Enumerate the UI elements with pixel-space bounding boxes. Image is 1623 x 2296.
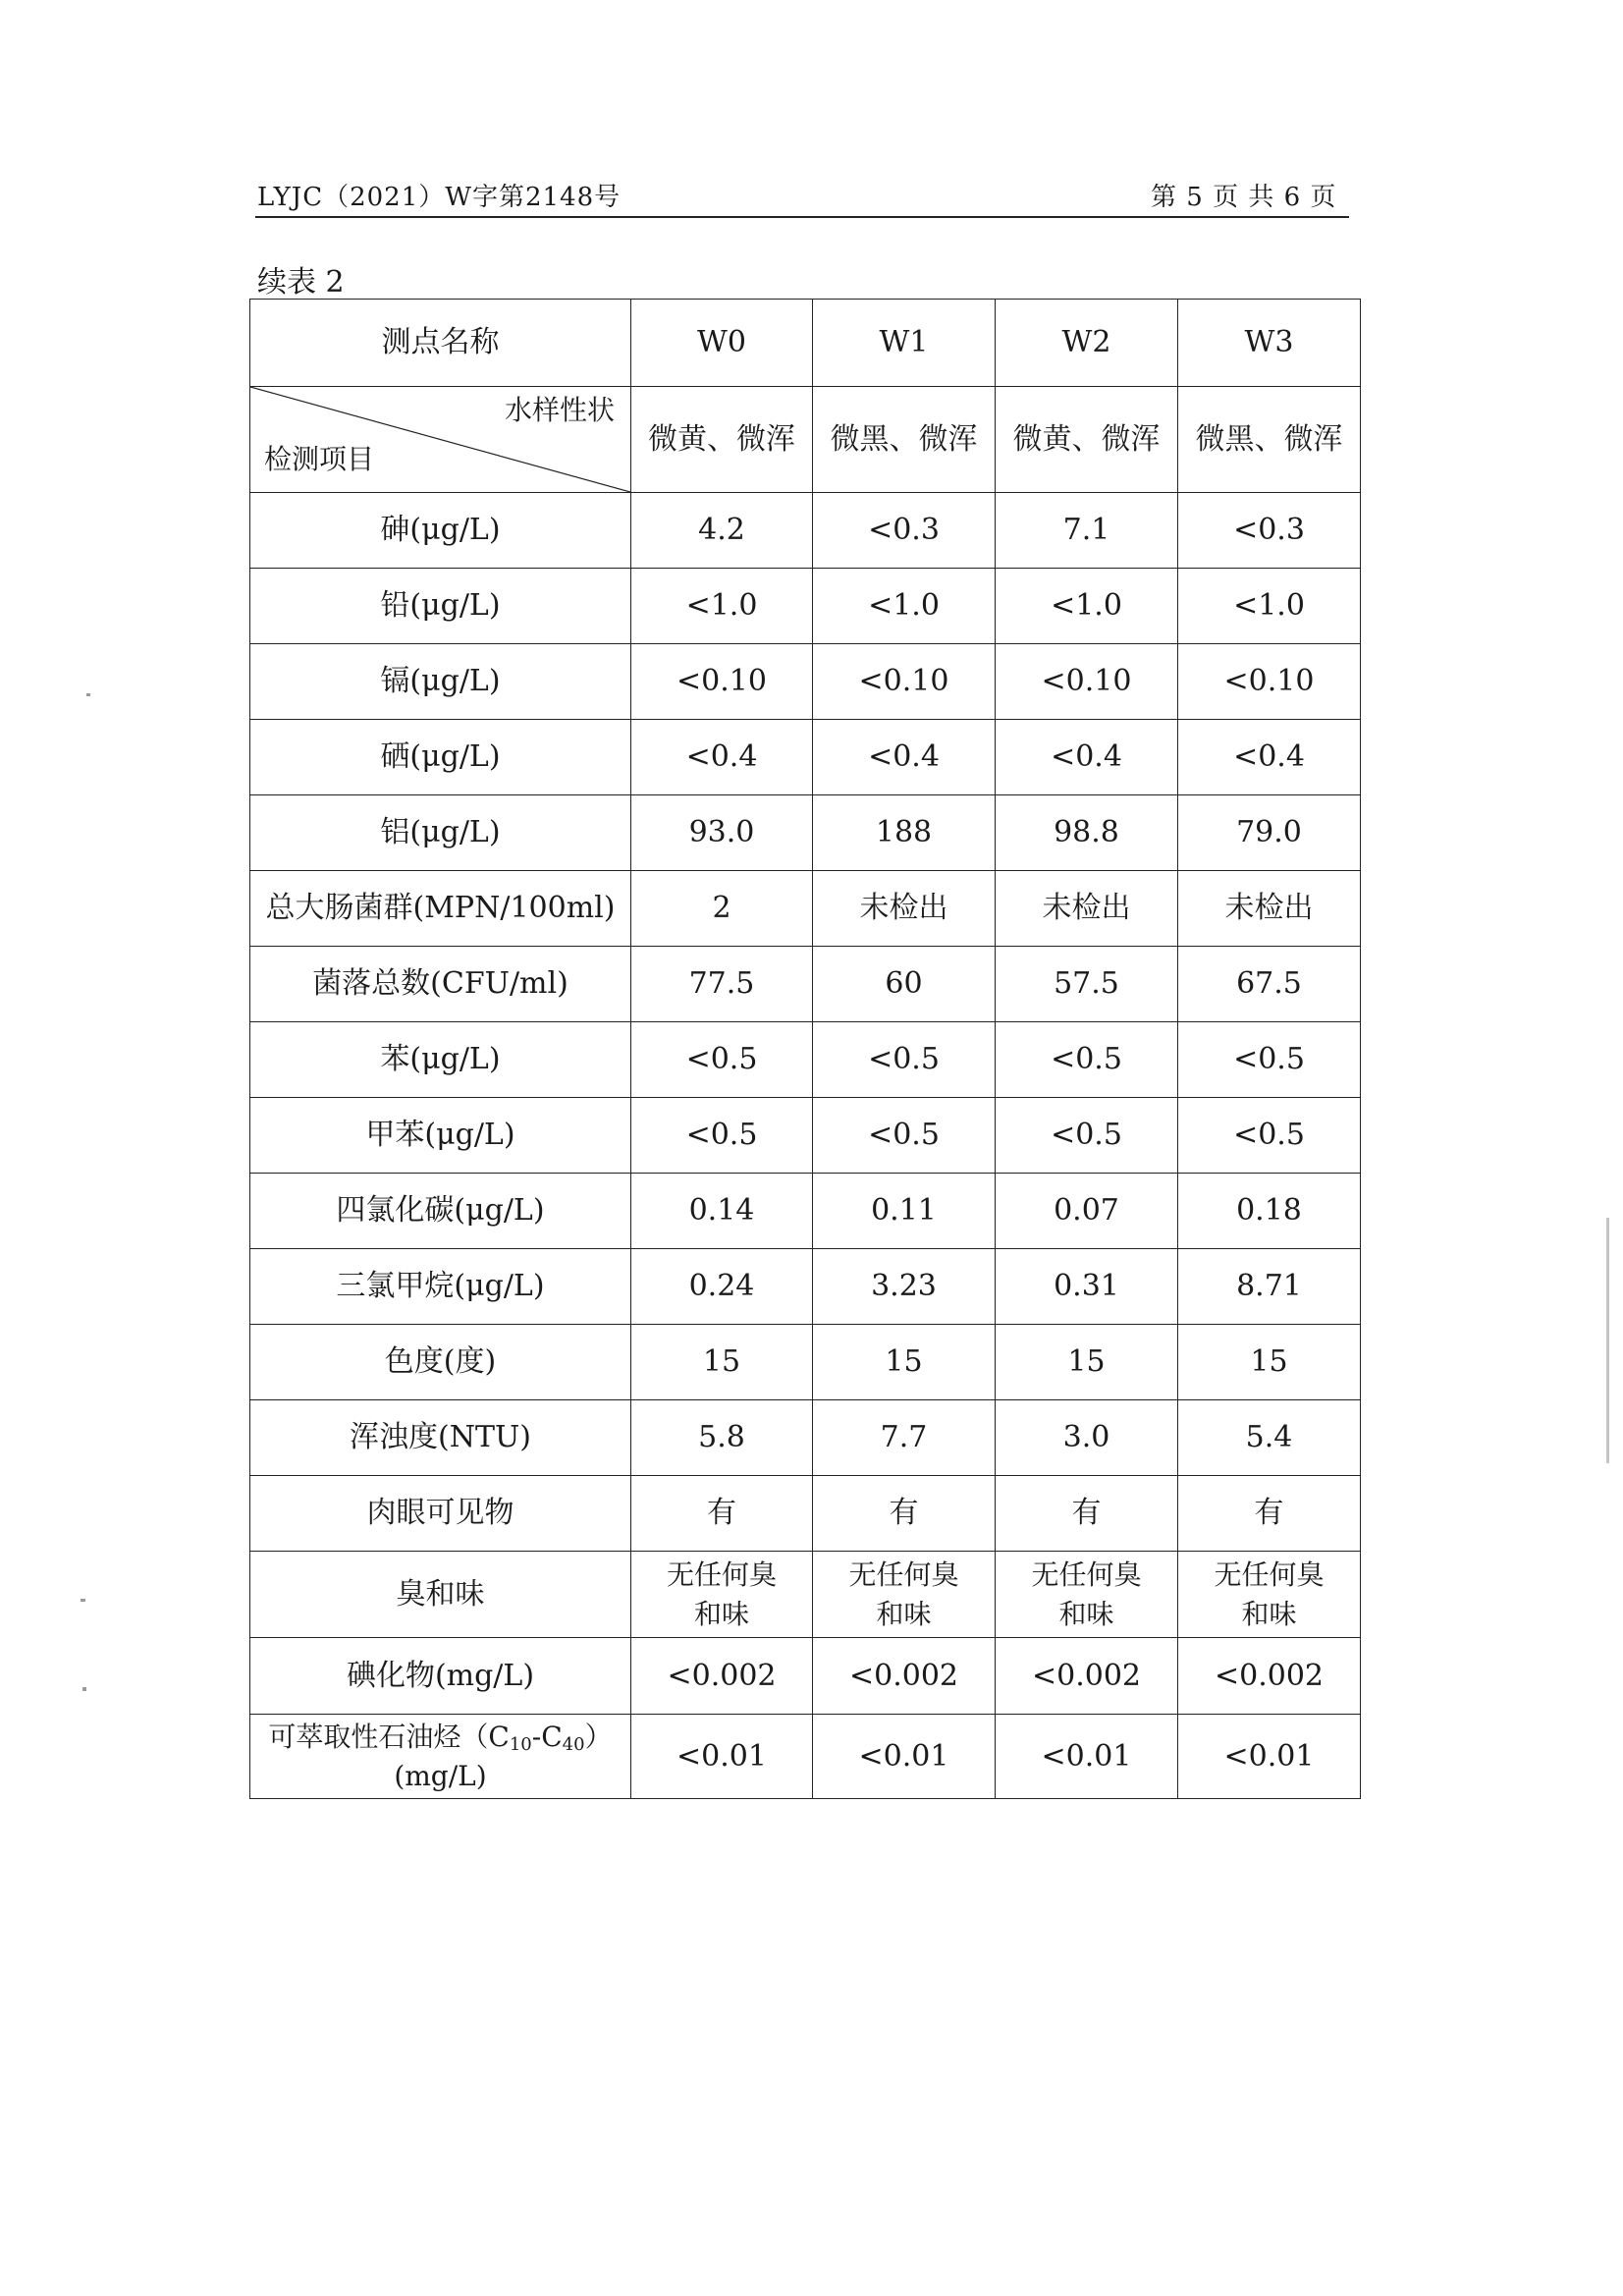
row-value: <0.5	[813, 1022, 996, 1098]
page-info: 第 5 页 共 6 页	[1151, 183, 1337, 212]
row-value: <0.5	[996, 1098, 1178, 1174]
row-value: 5.4	[1178, 1400, 1361, 1476]
station-w0: W0	[631, 300, 813, 387]
sample-state-row	[250, 387, 1361, 493]
iodide-row	[250, 1638, 1361, 1715]
petroleum-item-label: 可萃取性石油烃$(C_{10}-C_{40})$	[268, 1720, 613, 1755]
row-value: <0.5	[813, 1098, 996, 1174]
sample-state-w3: 微黑、微浑	[1178, 387, 1361, 493]
odor-line2: 和味	[876, 1597, 932, 1630]
row-item: 苯(μg/L)	[250, 1022, 631, 1098]
row-item: 肉眼可见物	[250, 1476, 631, 1552]
row-value: 有	[631, 1476, 813, 1552]
row-value: <0.3	[1178, 493, 1361, 569]
row-item: 色度(度)	[250, 1325, 631, 1400]
row-item	[250, 1715, 631, 1799]
row-value: <0.5	[631, 1098, 813, 1174]
row-value: <0.5	[1178, 1098, 1361, 1174]
point-name-label: 测点名称	[250, 300, 631, 387]
row-value: 3.0	[996, 1400, 1178, 1476]
row-value: <1.0	[1178, 569, 1361, 644]
row-value: <0.5	[996, 1022, 1178, 1098]
row-value: <0.4	[631, 720, 813, 795]
table-row	[250, 644, 1361, 720]
row-value: 5.8	[631, 1400, 813, 1476]
row-value: 15	[631, 1325, 813, 1400]
row-item: 四氯化碳(μg/L)	[250, 1174, 631, 1249]
table-row	[250, 1249, 1361, 1325]
petroleum-item-unit: (mg/L)	[394, 1760, 487, 1792]
row-value	[996, 1552, 1178, 1638]
row-item: 硒(μg/L)	[250, 720, 631, 795]
row-item: 三氯甲烷(μg/L)	[250, 1249, 631, 1325]
row-value: 0.18	[1178, 1174, 1361, 1249]
odor-line1: 无任何臭	[848, 1558, 959, 1592]
row-item: 总大肠菌群(MPN/100ml)	[250, 871, 631, 947]
odor-line1: 无任何臭	[1214, 1558, 1325, 1592]
row-value: <1.0	[996, 569, 1178, 644]
table-row	[250, 1022, 1361, 1098]
row-value: <1.0	[813, 569, 996, 644]
station-w2: W2	[996, 300, 1178, 387]
table-row	[250, 569, 1361, 644]
table-row	[250, 1325, 1361, 1400]
results-table	[249, 299, 1361, 1799]
row-value: 未检出	[996, 871, 1178, 947]
row-item: 碘化物(mg/L)	[250, 1638, 631, 1715]
table-row	[250, 720, 1361, 795]
row-value: 有	[813, 1476, 996, 1552]
table-row	[250, 947, 1361, 1022]
row-value: 0.24	[631, 1249, 813, 1325]
row-value: 有	[996, 1476, 1178, 1552]
row-value: <0.10	[1178, 644, 1361, 720]
row-value: 67.5	[1178, 947, 1361, 1022]
scan-speck	[82, 1687, 86, 1691]
row-value: 0.14	[631, 1174, 813, 1249]
row-value: 98.8	[996, 795, 1178, 871]
table-row	[250, 795, 1361, 871]
row-value: 7.1	[996, 493, 1178, 569]
row-value	[1178, 1552, 1361, 1638]
row-value: <0.002	[996, 1638, 1178, 1715]
row-item: 铝(μg/L)	[250, 795, 631, 871]
station-w1: W1	[813, 300, 996, 387]
odor-line2: 和味	[1058, 1597, 1114, 1630]
row-value: 4.2	[631, 493, 813, 569]
row-item: 甲苯(μg/L)	[250, 1098, 631, 1174]
row-value: <0.01	[996, 1715, 1178, 1799]
row-item: 砷(μg/L)	[250, 493, 631, 569]
row-value: 有	[1178, 1476, 1361, 1552]
row-value: <0.002	[1178, 1638, 1361, 1715]
row-value: <0.01	[631, 1715, 813, 1799]
row-value	[813, 1552, 996, 1638]
row-value: 15	[813, 1325, 996, 1400]
row-value: 15	[1178, 1325, 1361, 1400]
row-value: 79.0	[1178, 795, 1361, 871]
sample-state-w1: 微黑、微浑	[813, 387, 996, 493]
odor-line1: 无任何臭	[666, 1558, 777, 1592]
row-value: <1.0	[631, 569, 813, 644]
scan-edge-mark	[1606, 1218, 1609, 1463]
row-value: <0.01	[1178, 1715, 1361, 1799]
table-row	[250, 871, 1361, 947]
row-value: <0.5	[631, 1022, 813, 1098]
row-value: <0.002	[813, 1638, 996, 1715]
row-value: 60	[813, 947, 996, 1022]
row-value: <0.4	[1178, 720, 1361, 795]
row-value: 0.31	[996, 1249, 1178, 1325]
row-value: 7.7	[813, 1400, 996, 1476]
row-value: <0.5	[1178, 1022, 1361, 1098]
scan-speck	[86, 693, 90, 696]
row-value: 未检出	[813, 871, 996, 947]
row-value: 57.5	[996, 947, 1178, 1022]
row-item: 铅(μg/L)	[250, 569, 631, 644]
table-row	[250, 1476, 1361, 1552]
station-w3: W3	[1178, 300, 1361, 387]
row-value: 0.11	[813, 1174, 996, 1249]
odor-line2: 和味	[693, 1597, 749, 1630]
odor-line1: 无任何臭	[1031, 1558, 1142, 1592]
sample-state-w2: 微黄、微浑	[996, 387, 1178, 493]
scan-speck	[81, 1599, 85, 1602]
table-row	[250, 493, 1361, 569]
report-number: LYJC（2021）W字第2148号	[257, 183, 622, 212]
row-item: 浑浊度(NTU)	[250, 1400, 631, 1476]
row-value: <0.4	[813, 720, 996, 795]
sample-state-w0: 微黄、微浑	[631, 387, 813, 493]
row-item: 菌落总数(CFU/ml)	[250, 947, 631, 1022]
row-value: 188	[813, 795, 996, 871]
petroleum-row	[250, 1715, 1361, 1799]
row-value: 77.5	[631, 947, 813, 1022]
row-value: 未检出	[1178, 871, 1361, 947]
test-item-label: 检测项目	[264, 443, 375, 475]
odor-row	[250, 1552, 1361, 1638]
row-item: 镉(μg/L)	[250, 644, 631, 720]
station-header-row	[250, 300, 1361, 387]
row-value: <0.3	[813, 493, 996, 569]
header-rule	[255, 216, 1349, 218]
row-value	[631, 1552, 813, 1638]
row-value: 2	[631, 871, 813, 947]
row-value: <0.10	[996, 644, 1178, 720]
odor-line2: 和味	[1241, 1597, 1297, 1630]
row-item: 臭和味	[250, 1552, 631, 1638]
row-value: <0.01	[813, 1715, 996, 1799]
sample-state-label: 水样性状	[504, 394, 615, 426]
diagonal-header-cell	[250, 387, 631, 493]
table-row	[250, 1400, 1361, 1476]
row-value: 0.07	[996, 1174, 1178, 1249]
row-value: <0.10	[631, 644, 813, 720]
table-title: 续表 2	[257, 265, 345, 300]
row-value: <0.002	[631, 1638, 813, 1715]
row-value: 15	[996, 1325, 1178, 1400]
row-value: 93.0	[631, 795, 813, 871]
table-row	[250, 1174, 1361, 1249]
row-value: <0.4	[996, 720, 1178, 795]
row-value: 3.23	[813, 1249, 996, 1325]
table-row	[250, 1098, 1361, 1174]
row-value: <0.10	[813, 644, 996, 720]
row-value: 8.71	[1178, 1249, 1361, 1325]
